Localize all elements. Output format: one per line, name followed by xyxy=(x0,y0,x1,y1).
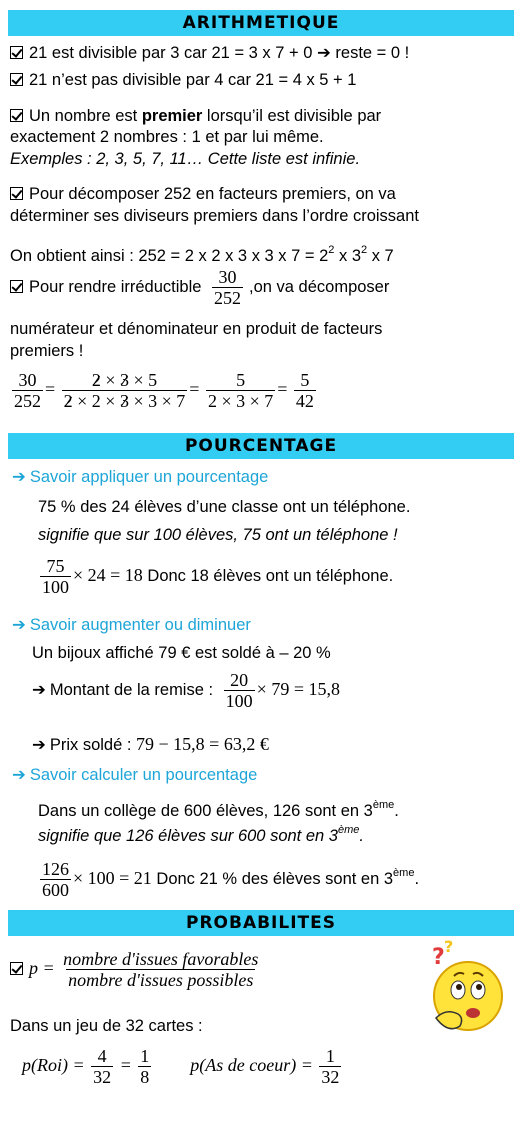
pct-line-8: signifie que 126 élèves sur 600 sont en 3ème. xyxy=(38,824,364,845)
arith-line-2: 21 n’est pas divisible par 4 car 21 = 4 x 5 + 1 xyxy=(10,70,519,90)
proba-jeu: Dans un jeu de 32 cartes : xyxy=(10,1017,203,1035)
arith-line-3: Un nombre est premier lorsqu’il est divisible par xyxy=(10,106,519,126)
arith-line-9: Pour rendre irréductible $\frac{30}{252}$ ,on va décomposer xyxy=(10,264,519,310)
arith-line-11: premiers ! xyxy=(10,342,84,360)
svg-text:?: ? xyxy=(432,945,445,970)
pct-heading-2: ➔ Savoir augmenter ou diminuer xyxy=(12,616,251,634)
proba-examples: p(Roi) = $\frac{4}{32}$ = $\frac{1}{8}$ p(As de coeur) = $\frac{1}{32}$ xyxy=(22,1046,340,1088)
arith-line-4: exactement 2 nombres : 1 et par lui même. xyxy=(10,128,324,146)
pct-line-2: signifie que sur 100 élèves, 75 ont un téléphone ! xyxy=(38,526,398,544)
section-title-arithmetique: ARITHMETIQUE xyxy=(8,10,514,36)
arith-line-10: numérateur et dénominateur en produit de facteurs xyxy=(10,320,383,338)
proba-formula: p = $\frac{\text{nombre d'issues favorables}}{\text{nombre d'issues possibles}}$ xyxy=(10,943,519,993)
checkbox-icon xyxy=(10,962,23,975)
pct-calc-1: $\frac{75}{100}$ × 24 = 18 Donc 18 élèves ont un téléphone. xyxy=(42,556,394,598)
checkbox-icon xyxy=(10,109,23,122)
arith-line-6: Pour décomposer 252 en facteurs premiers, on va xyxy=(10,184,519,204)
pct-prix-solde: ➔ Prix soldé : 79 − 15,8 = 63,2 € xyxy=(32,734,269,754)
fraction-30-252: $\frac{30}{252}$ xyxy=(214,267,242,309)
section-title-pourcentage: POURCENTAGE xyxy=(8,433,514,459)
checkbox-icon xyxy=(10,187,23,200)
arith-line-7: déterminer ses diviseurs premiers dans l’ordre croissant xyxy=(10,207,419,225)
svg-text:?: ? xyxy=(444,938,454,956)
arrow-right-icon: ➔ xyxy=(12,766,26,784)
arith-examples: Exemples : 2, 3, 5, 7, 11… Cette liste est infinie. xyxy=(10,150,361,168)
pct-remise: ➔ Montant de la remise : $\frac{20}{100}$ × 79 = 15,8 xyxy=(32,666,519,713)
section-title-probabilites: PROBABILITES xyxy=(8,910,514,936)
arith-line-1: 21 est divisible par 3 car 21 = 3 x 7 + 0 ➔ reste = 0 ! xyxy=(10,43,519,63)
pct-calc-3: $\frac{126}{600}$ × 100 = 21 Donc 21 % des élèves sont en 3ème. xyxy=(42,859,420,901)
simplification-equation: $\frac{30}{252}$ = $\frac{2 \times 3 \times 5}{2 \times 2 \times 3 \times 3 \times 7}$ = $\frac{5}{2 \times 3 \times 7}$ = $\frac{5}{42}$ xyxy=(14,370,314,412)
arith-decomposition: On obtient ainsi : 252 = 2 x 2 x 3 x 3 x $7 = 2^2$ x $3^2$ x 7 xyxy=(10,244,394,265)
pct-heading-3: ➔ Savoir calculer un pourcentage xyxy=(12,766,258,784)
pct-line-4: Un bijoux affiché 79 € est soldé à – 20 % xyxy=(32,644,331,662)
checkbox-icon xyxy=(10,73,23,86)
arrow-right-icon: ➔ xyxy=(12,616,26,634)
checkbox-icon xyxy=(10,280,23,293)
arrow-right-icon: ➔ xyxy=(12,468,26,486)
arrow-right-icon: ➔ xyxy=(32,736,46,754)
pct-line-7: Dans un collège de 600 élèves, 126 sont en 3ème. xyxy=(38,799,399,820)
pct-line-1: 75 % des 24 élèves d’une classe ont un téléphone. xyxy=(38,498,411,516)
checkbox-icon xyxy=(10,46,23,59)
pct-heading-1: ➔ Savoir appliquer un pourcentage xyxy=(12,468,269,486)
arrow-right-icon: ➔ xyxy=(32,681,46,699)
